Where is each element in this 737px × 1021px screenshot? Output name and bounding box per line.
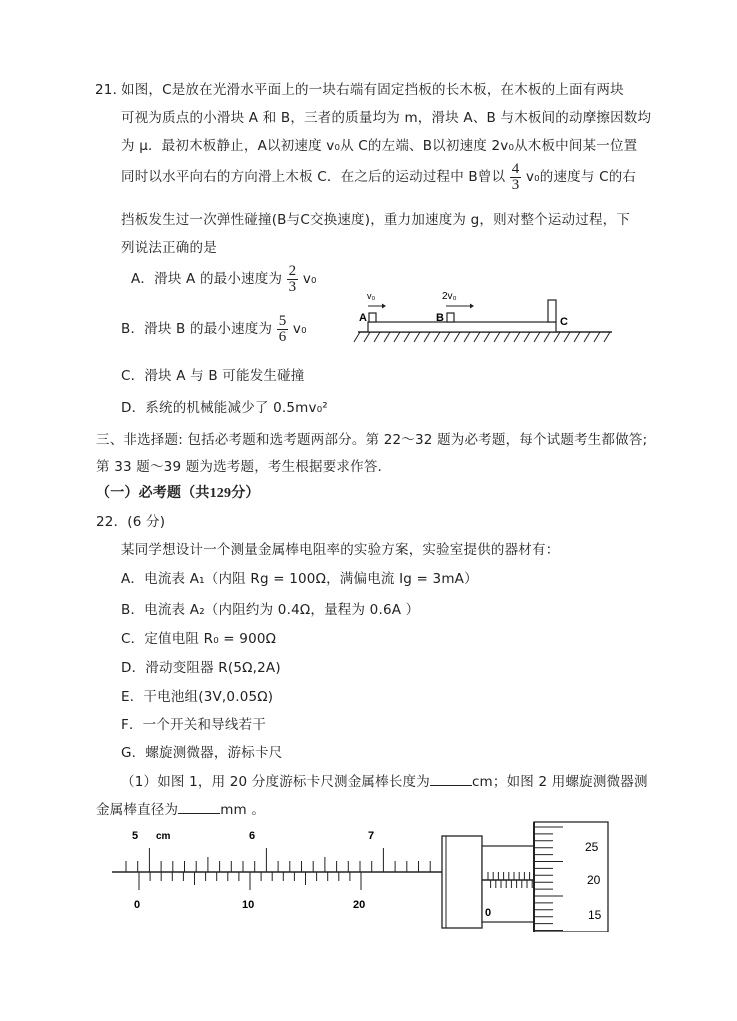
q22-item-f: F．一个开关和导线若干 (121, 717, 266, 733)
q22-item-b: B．电流表 A₂（内阻约为 0.4Ω，量程为 0.6A ） (121, 602, 420, 618)
board-c (368, 322, 556, 332)
main-scale (126, 848, 430, 872)
label-a: A (359, 312, 367, 324)
q21-option-c: C．滑块 A 与 B 可能发生碰撞 (121, 368, 305, 384)
q22-part1-line-1: （1）如图 1，用 20 分度游标卡尺测金属棒长度为 cm；如图 2 用螺旋测微器测 (121, 774, 648, 790)
section3-line-2: 第 33 题～39 题为选考题，考生根据要求作答. (96, 459, 383, 475)
thimble-label-20: 20 (587, 873, 601, 887)
q21-line-4-text: 同时以水平向右的方向滑上木板 C．在之后的运动过程中 B曾以 (121, 169, 506, 185)
baffle (548, 300, 556, 322)
block-a (369, 313, 376, 322)
label-c: C (560, 316, 568, 328)
vernier-label-10: 10 (242, 899, 255, 911)
q21-line-4-tail: v₀的速度与 C的右 (525, 169, 637, 185)
q21-line-4 (121, 160, 636, 194)
q22-item-g: G．螺旋测微器，游标卡尺 (121, 745, 283, 761)
label-2v0: 2v₀ (442, 291, 457, 302)
q22-item-d: D．滑动变阻器 R(5Ω,2A) (121, 660, 281, 676)
q21-line-2: 可视为质点的小滑块 A 和 B，三者的质量均为 m，滑块 A、B 与木板间的动摩擦因数均 (121, 110, 652, 126)
section-required-title: （一）必考题（共129分） (96, 486, 260, 501)
label-b: B (436, 312, 444, 324)
q21-option-b: B．滑块 B 的最小速度为 $\frac{5}{6}$ v₀ (121, 312, 307, 345)
q21-line-1: 如图，C是放在光滑水平面上的一块右端有固定挡板的长木板，在木板的上面有两块 (121, 82, 624, 98)
main-label-5: 5 (132, 830, 139, 842)
q22-head: 22．(6 分) (96, 514, 166, 530)
label-v0: v₀ (367, 291, 376, 301)
main-label-7: 7 (368, 830, 375, 842)
sleeve-label-0: 0 (485, 907, 492, 919)
vernier-scale (139, 872, 361, 890)
thimble-label-25: 25 (585, 840, 599, 854)
section3-line-1: 三、非选择题: 包括必考题和选考题两部分。第 22～32 题为必考题，每个试题考生都做答; (96, 432, 648, 448)
board-diagram (350, 284, 620, 350)
vernier-label-0: 0 (134, 899, 141, 911)
answer-blank-length[interactable] (430, 773, 472, 786)
main-label-6: 6 (249, 830, 256, 842)
q22-part1-line-2: 金属棒直径为 mm 。 (96, 802, 266, 818)
q22-item-e: E．干电池组(3V,0.05Ω) (121, 689, 274, 705)
ground-hatching (354, 332, 610, 342)
q22-intro: 某同学想设计一个测量金属棒电阻率的实验方案，实验室提供的器材有： (121, 542, 560, 558)
q21-line-5: 挡板发生过一次弹性碰撞(B与C交换速度)，重力加速度为 g，则对整个运动过程，下 (121, 212, 631, 228)
block-b (447, 313, 454, 322)
q22-item-a: A．电流表 A₁（内阻 Rg = 100Ω，满偏电流 Ig = 3mA） (121, 571, 478, 587)
main-label-unit: cm (156, 831, 171, 842)
micrometer (440, 818, 612, 932)
vernier-caliper (112, 826, 442, 918)
answer-blank-diameter[interactable] (178, 801, 220, 814)
fraction-2-3: $\frac{2}{3}$ (288, 262, 297, 295)
q21-option-d: D．系统的机械能减少了 0.5mv₀² (121, 400, 328, 416)
q21-line-6: 列说法正确的是 (121, 240, 217, 256)
thimble-label-15: 15 (588, 908, 602, 922)
micrometer-frame (442, 836, 482, 928)
q22-item-c: C．定值电阻 R₀ = 900Ω (121, 631, 277, 647)
q21-number: 21． (95, 82, 127, 98)
fraction-4-3: $\frac{4}{3}$ (511, 160, 520, 193)
fraction-5-6: $\frac{5}{6}$ (278, 312, 287, 345)
q21-option-a: A．滑块 A 的最小速度为 $\frac{2}{3}$ v₀ (131, 262, 317, 295)
vernier-label-20: 20 (353, 899, 366, 911)
q21-line-3: 为 μ．最初木板静止，A以初速度 v₀从 C的左端、B以初速度 2v₀从木板中间某一位置 (121, 138, 638, 154)
